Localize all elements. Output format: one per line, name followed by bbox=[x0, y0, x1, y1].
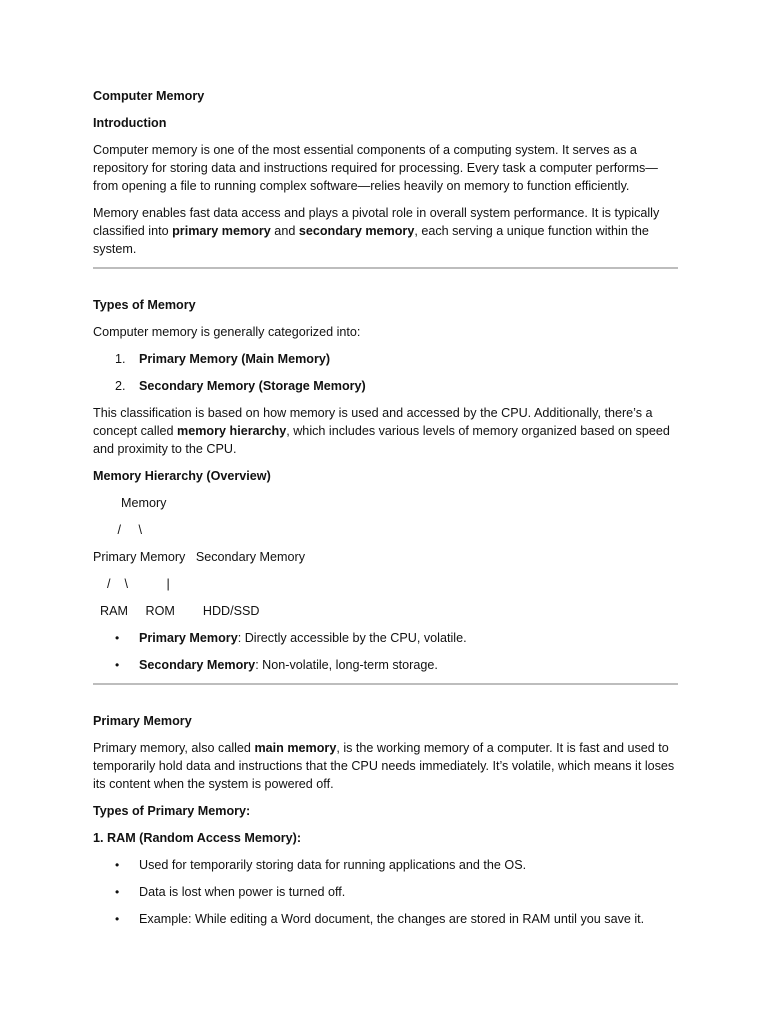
horizontal-rule bbox=[93, 683, 678, 685]
list-item bbox=[93, 656, 678, 674]
section-heading-primary-memory: Primary Memory bbox=[93, 714, 192, 728]
section-heading-types: Types of Memory bbox=[93, 298, 196, 312]
bullet-icon: • bbox=[115, 858, 120, 872]
section-heading-introduction: Introduction bbox=[93, 116, 167, 130]
list-number: 1. bbox=[115, 352, 126, 366]
bold-term: Secondary Memory bbox=[139, 658, 256, 672]
hierarchy-tree-line-5: RAM ROM HDD/SSD bbox=[93, 604, 260, 618]
bold-term-memory-hierarchy: memory hierarchy bbox=[177, 424, 287, 438]
list-item-text: Primary Memory (Main Memory) bbox=[139, 352, 331, 366]
paragraph-classification bbox=[93, 404, 678, 458]
list-item bbox=[93, 910, 678, 928]
bold-term-main-memory: main memory bbox=[254, 741, 337, 755]
list-item-text: Example: While editing a Word document, the changes are stored in RAM until you save it. bbox=[139, 912, 645, 926]
list-item bbox=[93, 883, 678, 901]
subheading-ram: 1. RAM (Random Access Memory): bbox=[93, 831, 302, 845]
bullet-icon: • bbox=[115, 658, 120, 672]
hierarchy-tree-line-3: Primary Memory Secondary Memory bbox=[93, 550, 306, 564]
text-run: : Directly accessible by the CPU, volatile. bbox=[237, 631, 467, 645]
text-run: Primary memory, also called bbox=[93, 741, 255, 755]
text-run: , which includes various levels of memory organized based on speed and proximity to the CPU. bbox=[93, 424, 670, 456]
text-run: and bbox=[270, 224, 299, 238]
numbered-list-types bbox=[93, 350, 678, 395]
list-item bbox=[93, 856, 678, 874]
bold-term-secondary-memory: secondary memory bbox=[298, 224, 415, 238]
list-item bbox=[93, 350, 678, 368]
bullet-list-hierarchy bbox=[93, 629, 678, 674]
list-item bbox=[93, 629, 678, 647]
text-run: , is the working memory of a computer. It is fast and used to temporarily hold data and instructions that the CPU needs immediately. It’s volatile, which means it loses its content when the system is powered off. bbox=[93, 741, 675, 791]
text-run: Memory enables fast data access and plays a pivotal role in overall system performance. It is typically classified into bbox=[93, 206, 660, 238]
paragraph-types-intro: Computer memory is generally categorized into: bbox=[93, 325, 361, 339]
document-title: Computer Memory bbox=[93, 89, 205, 103]
list-item-text: Secondary Memory (Storage Memory) bbox=[139, 379, 366, 393]
list-item-text: Data is lost when power is turned off. bbox=[139, 885, 346, 899]
section-heading-hierarchy: Memory Hierarchy (Overview) bbox=[93, 469, 271, 483]
hierarchy-tree-line-1: Memory bbox=[93, 496, 167, 510]
bold-term-primary-memory: primary memory bbox=[172, 224, 271, 238]
bullet-list-ram bbox=[93, 856, 678, 928]
bold-term: Primary Memory bbox=[139, 631, 238, 645]
subheading-types-of-primary-memory: Types of Primary Memory: bbox=[93, 804, 251, 818]
text-run: This classification is based on how memory is used and accessed by the CPU. Additionally, there’s a concept called bbox=[93, 406, 653, 438]
bullet-icon: • bbox=[115, 631, 120, 645]
horizontal-rule bbox=[93, 267, 678, 269]
paragraph-intro-2 bbox=[93, 204, 678, 258]
hierarchy-tree-line-4: / \ | bbox=[93, 577, 170, 591]
text-run: , each serving a unique function within the system. bbox=[93, 224, 649, 256]
hierarchy-tree-line-2: / \ bbox=[93, 523, 142, 537]
list-item-text: Used for temporarily storing data for running applications and the OS. bbox=[139, 858, 527, 872]
list-number: 2. bbox=[115, 379, 126, 393]
paragraph-primary-memory bbox=[93, 739, 678, 793]
list-item bbox=[93, 377, 678, 395]
bullet-icon: • bbox=[115, 912, 120, 926]
paragraph-intro-1: Computer memory is one of the most essential components of a computing system. It serves as a repository for storing data and instructions required for processing. Every task a computer performs—from opening a file to running complex software—relies heavily on memory to function efficiently. bbox=[93, 143, 658, 193]
bullet-icon: • bbox=[115, 885, 120, 899]
text-run: : Non-volatile, long-term storage. bbox=[255, 658, 438, 672]
document-page bbox=[93, 87, 678, 937]
